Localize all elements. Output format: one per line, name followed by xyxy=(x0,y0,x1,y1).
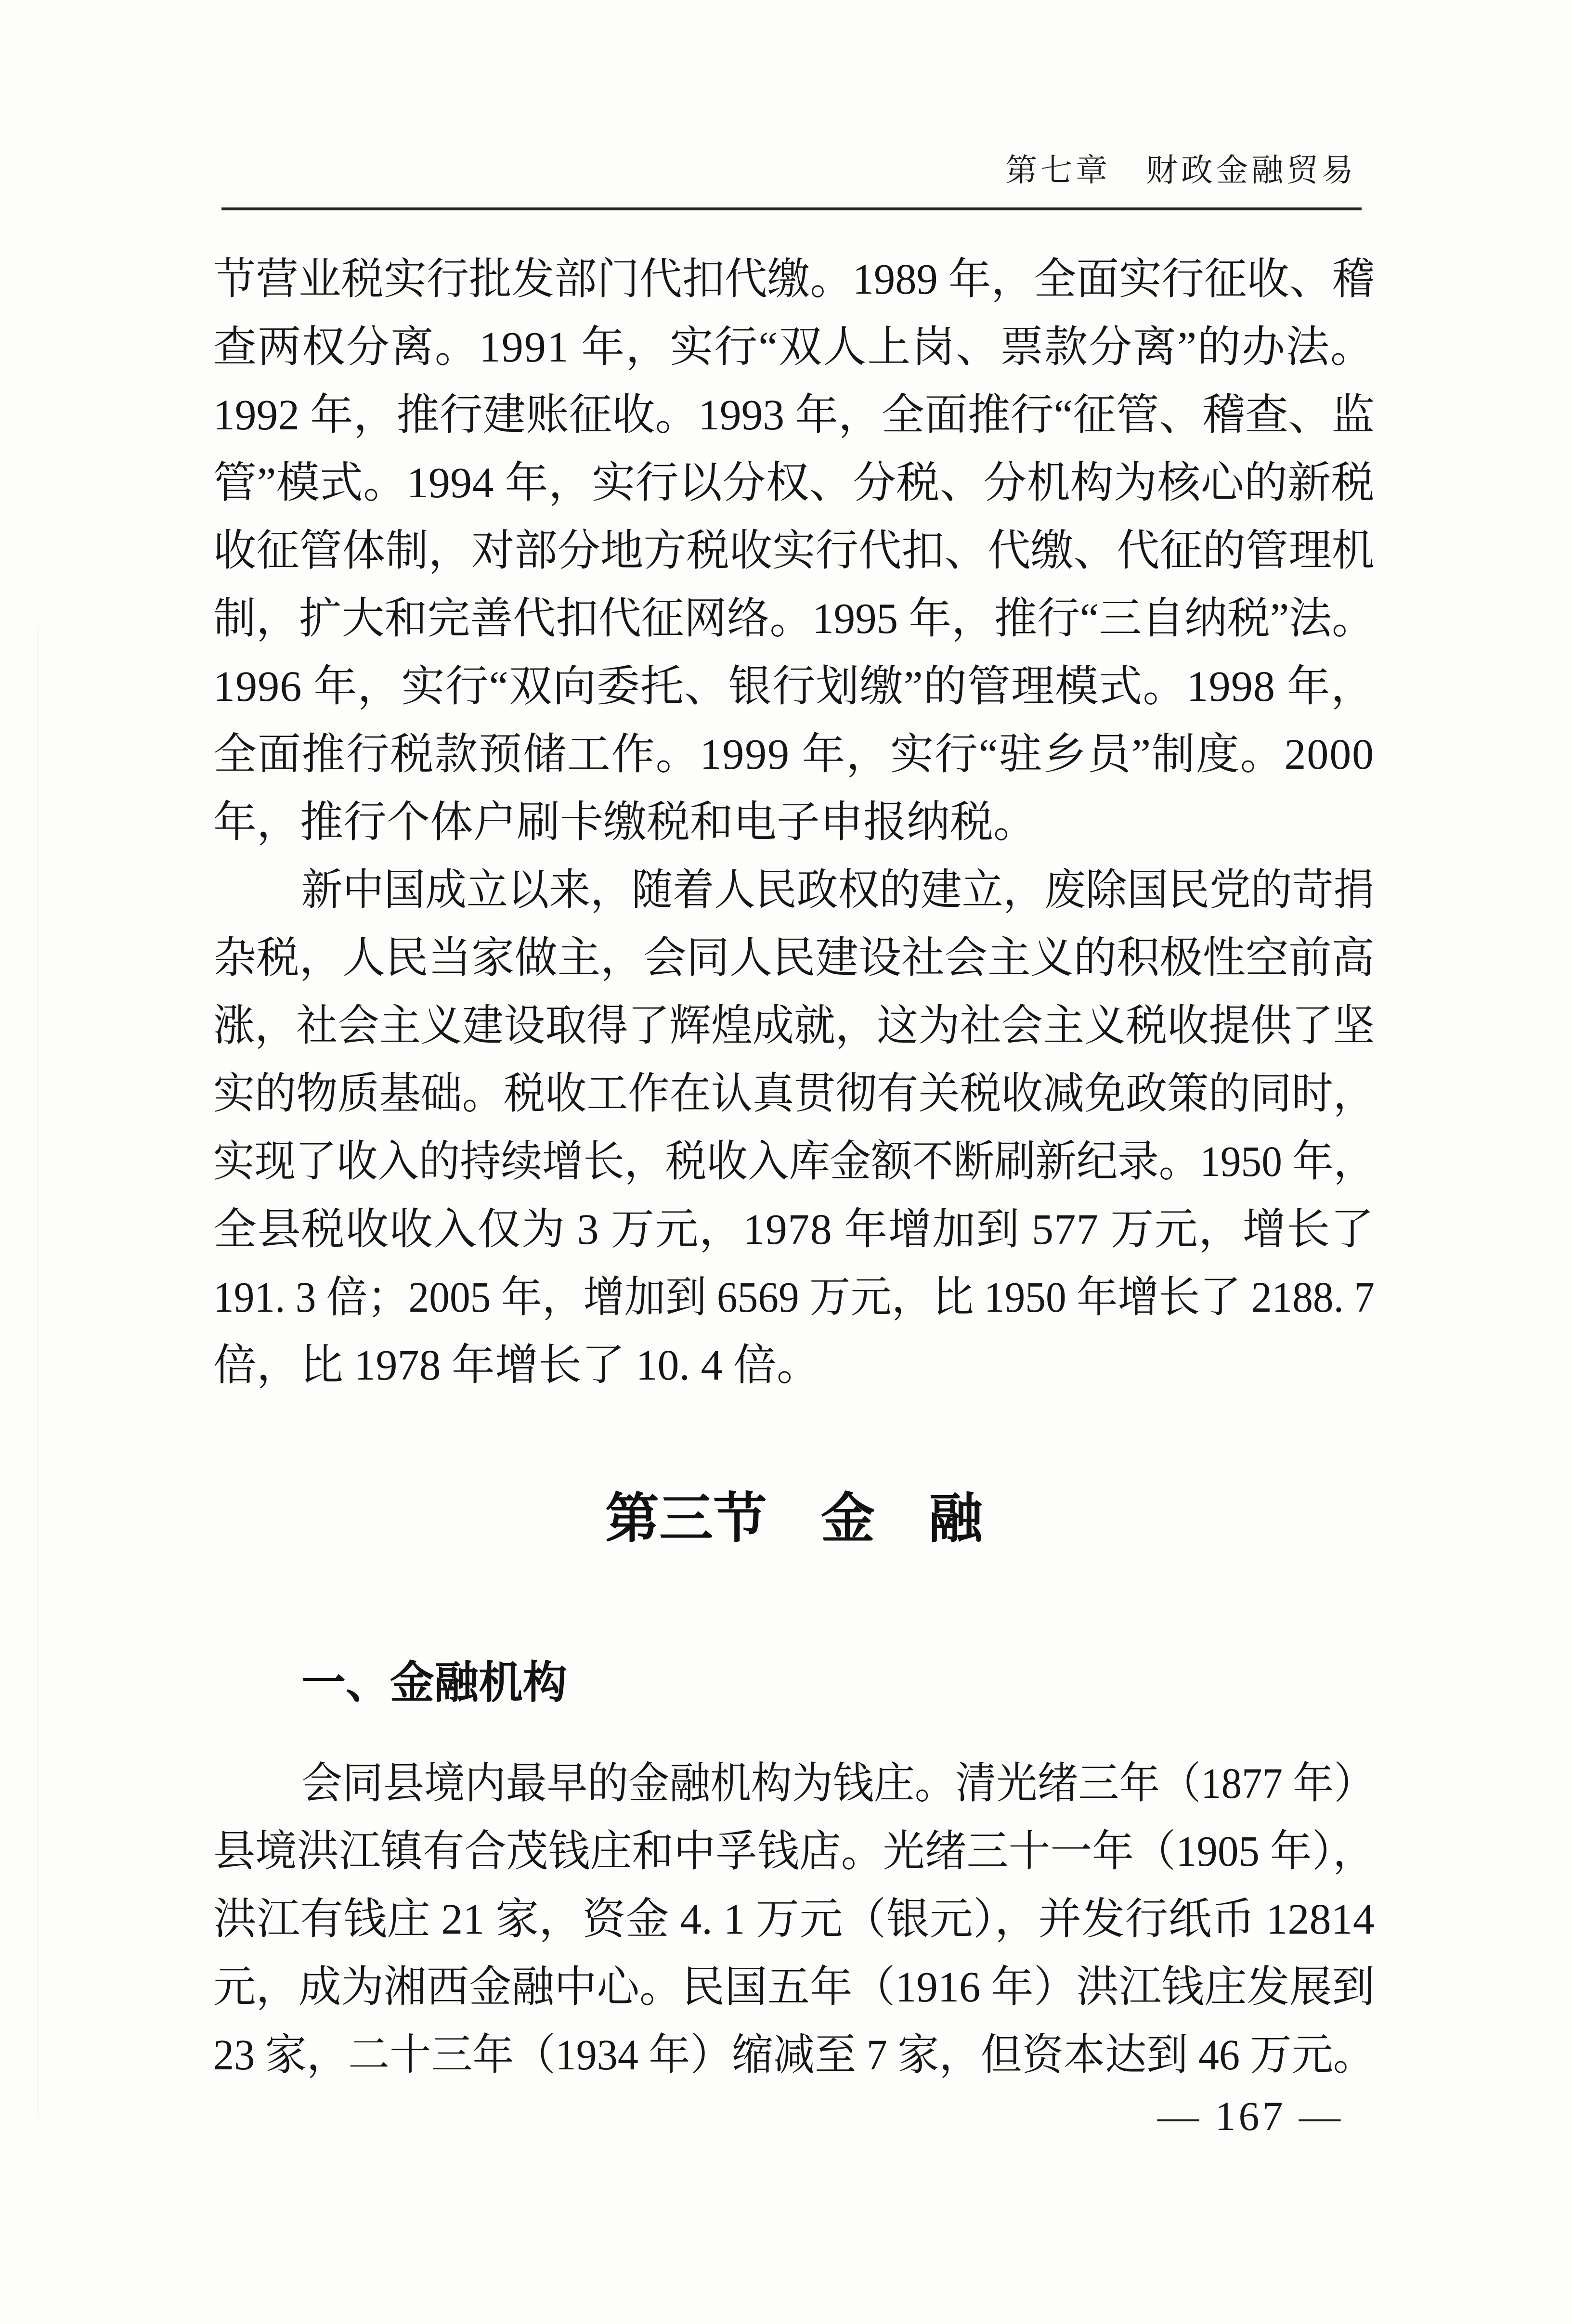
text-line: 年，推行个体户刷卡缴税和电子申报纳税。 xyxy=(213,799,1037,846)
text-line: 杂税，人民当家做主，会同人民建设社会主义的积极性空前高 xyxy=(213,934,1375,982)
text-line: 节营业税实行批发部门代扣代缴。1989 年，全面实行征收、稽 xyxy=(213,256,1375,303)
text-line: 收征管体制，对部分地方税收实行代扣、代缴、代征的管理机 xyxy=(213,527,1375,575)
text-line: 会同县境内最早的金融机构为钱庄。清光绪三年（1877 年） xyxy=(301,1760,1375,1808)
paragraph-financial-institutions xyxy=(213,1750,1375,2089)
text-line: 元，成为湘西金融中心。民国五年（1916 年）洪江钱庄发展到 xyxy=(213,1963,1375,2011)
text-line: 管”模式。1994 年，实行以分权、分税、分机构为核心的新税 xyxy=(213,459,1375,507)
paragraph-tax-revenue-growth xyxy=(213,856,1375,1399)
text-line: 新中国成立以来，随着人民政权的建立，废除国民党的苛捐 xyxy=(301,866,1375,914)
text-line: 倍，比 1978 年增长了 10. 4 倍。 xyxy=(213,1342,820,1389)
text-line: 县境洪江镇有合茂钱庄和中孚钱店。光绪三十一年（1905 年）， xyxy=(213,1828,1375,1875)
text-line: 1992 年，推行建账征收。1993 年，全面推行“征管、稽查、监 xyxy=(213,391,1375,439)
text-line: 涨，社会主义建设取得了辉煌成就，这为社会主义税收提供了坚 xyxy=(213,1002,1375,1050)
running-header-chapter-title: 第七章 财政金融贸易 xyxy=(1005,153,1357,188)
text-line: 191. 3 倍；2005 年，增加到 6569 万元，比 1950 年增长了 2188. 7 xyxy=(213,1274,1375,1321)
text-line: 制，扩大和完善代扣代征网络。1995 年，推行“三自纳税”法。 xyxy=(213,595,1375,643)
text-line: 23 家，二十三年（1934 年）缩减至 7 家，但资本达到 46 万元。 xyxy=(213,2031,1375,2079)
text-line: 洪江有钱庄 21 家，资金 4. 1 万元（银元），并发行纸币 12814 xyxy=(213,1896,1375,1943)
text-line: 查两权分离。1991 年，实行“双人上岗、票款分离”的办法。 xyxy=(213,323,1375,371)
page-number: — 167 — xyxy=(1157,2093,1343,2139)
text-line: 实的物质基础。税收工作在认真贯彻有关税收减免政策的同时， xyxy=(213,1070,1375,1118)
text-line: 实现了收入的持续增长，税收入库金额不断刷新纪录。1950 年， xyxy=(213,1138,1375,1186)
section-heading-finance: 第三节 金 融 xyxy=(605,1488,983,1549)
subsection-heading-financial-institutions: 一、金融机构 xyxy=(301,1658,568,1707)
header-divider-rule xyxy=(221,207,1362,210)
text-line: 全面推行税款预储工作。1999 年，实行“驻乡员”制度。2000 xyxy=(213,731,1375,778)
text-line: 1996 年，实行“双向委托、银行划缴”的管理模式。1998 年， xyxy=(213,663,1375,710)
paragraph-tax-collection-history xyxy=(213,245,1375,856)
scan-artifact-line xyxy=(38,626,39,2118)
text-line: 全县税收收入仅为 3 万元，1978 年增加到 577 万元，增长了 xyxy=(213,1206,1375,1253)
